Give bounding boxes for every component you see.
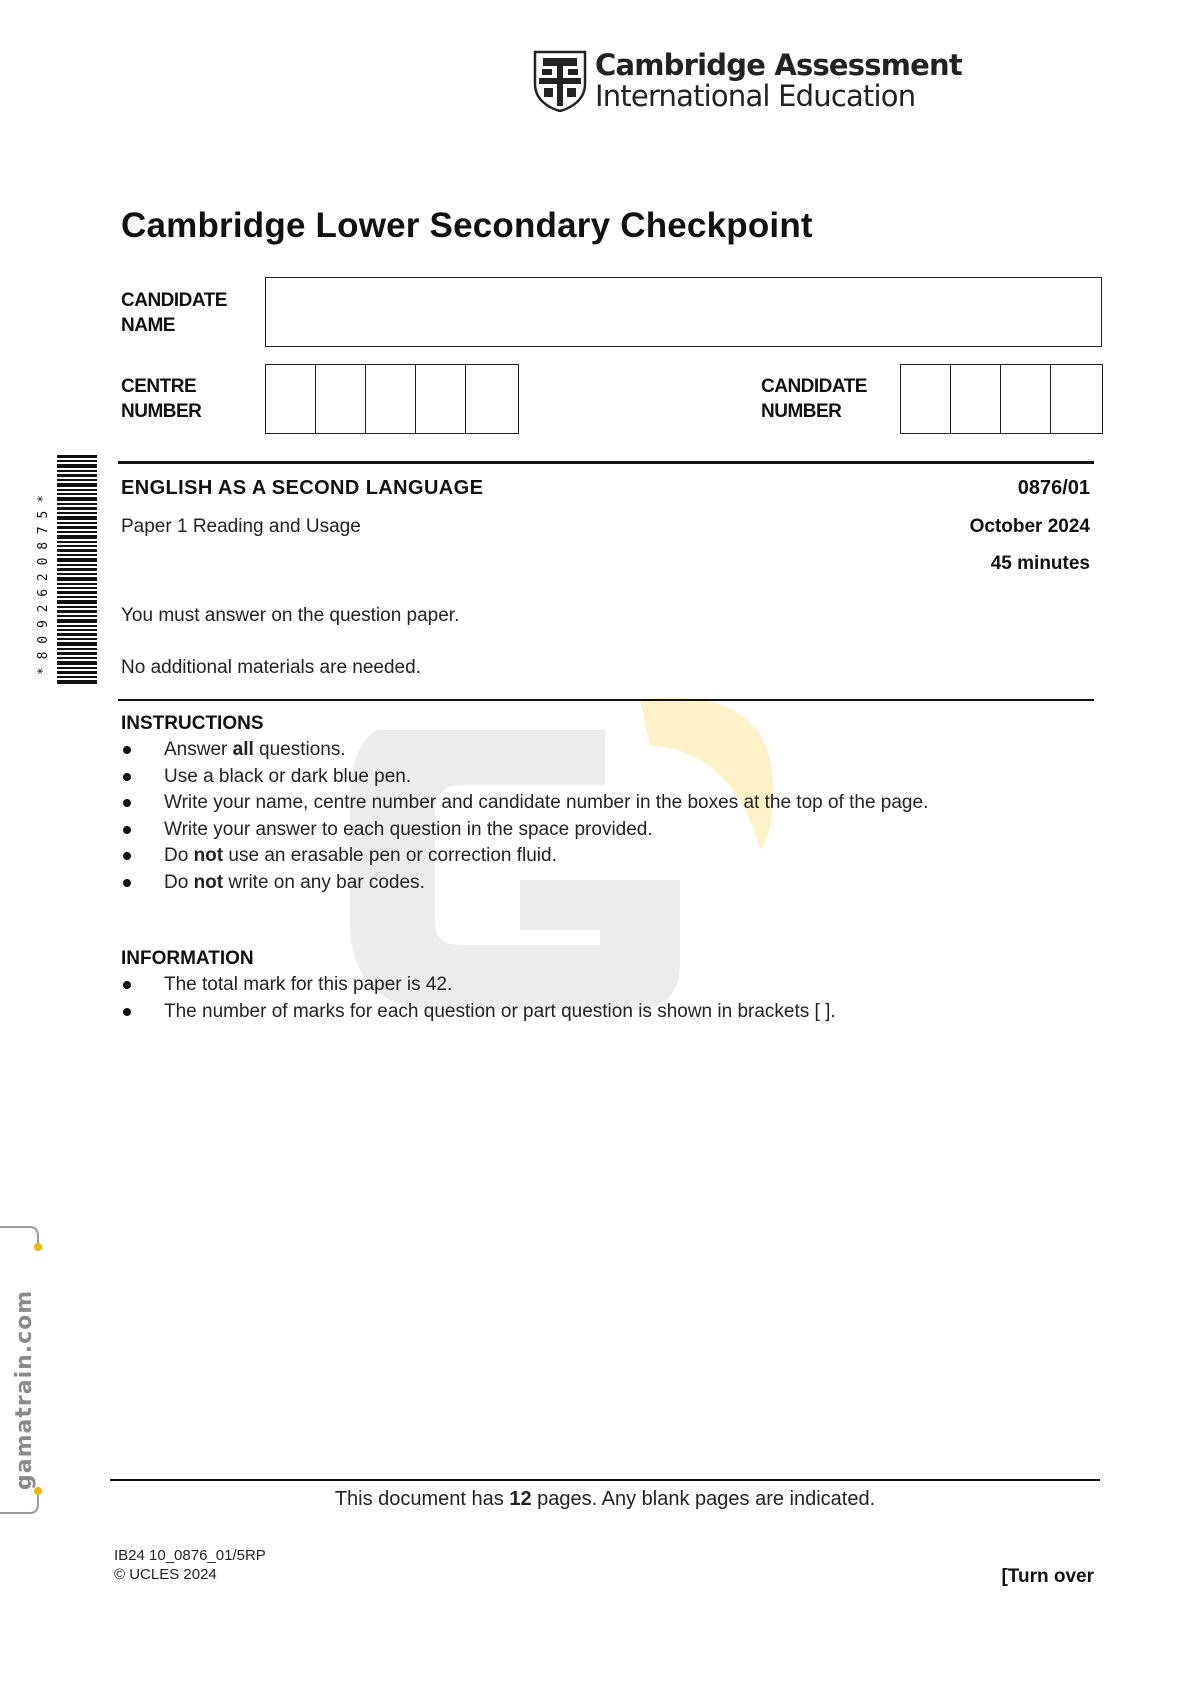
list-item: The number of marks for each question or part question is shown in brackets [ ]. [121,999,836,1026]
exam-session: October 2024 [969,516,1090,537]
header-divider [118,461,1094,464]
cambridge-logo [533,50,962,112]
list-item: Write your name, centre number and candidate number in the boxes at the top of the page. [121,790,928,817]
candidate-name-field[interactable] [265,277,1102,347]
candidate-name-label-line2: NAME [121,315,175,336]
centre-number-cell[interactable] [366,365,416,433]
list-item: Answer all questions. [121,737,928,764]
centre-number-field[interactable] [265,364,519,434]
barcode-bars [57,455,97,685]
candidate-number-label-line1: CANDIDATE [761,376,867,397]
candidate-number-field[interactable] [900,364,1103,434]
document-reference [114,1546,266,1584]
page-count-note [0,1488,1200,1511]
turn-over: [Turn over [1001,1566,1094,1587]
paper-name: Paper 1 Reading and Usage [121,516,361,537]
page-count: 12 [509,1488,532,1510]
exam-duration: 45 minutes [990,553,1090,574]
information-list [121,972,836,1025]
subject-title: ENGLISH AS A SECOND LANGUAGE [121,477,484,499]
logo-line-1: Cambridge Assessment [595,48,962,82]
list-item: The total mark for this paper is 42. [121,972,836,999]
centre-number-label-line2: NUMBER [121,401,202,422]
candidate-number-label [761,374,867,424]
answer-note: You must answer on the question paper. [121,605,460,626]
reference-code: IB24 10_0876_01/5RP [114,1547,266,1564]
centre-number-cell[interactable] [266,365,316,433]
list-item: Use a black or dark blue pen. [121,764,928,791]
list-item: Do not use an erasable pen or correction fluid. [121,843,928,870]
materials-note: No additional materials are needed. [121,657,421,678]
centre-number-label [121,374,201,424]
information-heading: INFORMATION [121,948,254,969]
candidate-name-label [121,288,227,338]
candidate-number-cell[interactable] [951,365,1001,433]
page-title: Cambridge Lower Secondary Checkpoint [121,206,813,245]
instructions-list [121,737,928,896]
copyright: © UCLES 2024 [114,1566,217,1583]
footer-divider [110,1479,1100,1481]
instructions-heading: INSTRUCTIONS [121,713,264,734]
page-count-prefix: This document has [334,1488,510,1510]
list-item: Write your answer to each question in the space provided. [121,817,928,844]
candidate-name-label-line1: CANDIDATE [121,290,227,311]
centre-number-cell[interactable] [316,365,366,433]
list-item: Do not write on any bar codes. [121,870,928,897]
paper-code: 0876/01 [1017,477,1090,499]
page-count-suffix: pages. Any blank pages are indicated. [531,1488,876,1510]
barcode-text: * 8 0 9 2 6 2 0 8 7 5 * [36,494,51,675]
candidate-number-cell[interactable] [1051,365,1101,433]
watermark-side-text: gamatrain.com [12,1289,37,1490]
cambridge-shield-icon [533,50,587,112]
centre-number-cell[interactable] [416,365,466,433]
candidate-number-label-line2: NUMBER [761,401,842,422]
logo-line-2: International Education [595,79,916,113]
centre-number-cell[interactable] [466,365,516,433]
candidate-number-cell[interactable] [901,365,951,433]
centre-number-label-line1: CENTRE [121,376,197,397]
candidate-number-cell[interactable] [1001,365,1051,433]
info-divider [118,699,1094,701]
